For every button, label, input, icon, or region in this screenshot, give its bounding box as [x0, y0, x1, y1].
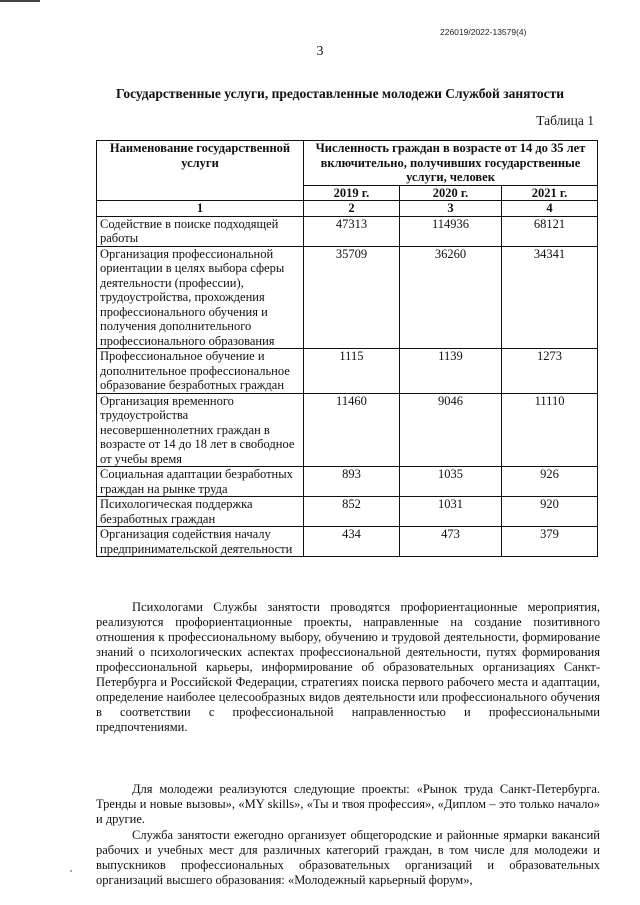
value-2019: 47313 [304, 216, 400, 246]
column-number: 3 [399, 201, 501, 217]
header-citizen-count: Численность граждан в возрасте от 14 до 35 лет включительно, получивших государственные услуги, человек [304, 141, 598, 186]
value-2020: 473 [399, 527, 501, 557]
value-2020: 114936 [399, 216, 501, 246]
value-2019: 1115 [304, 349, 400, 394]
year-2021: 2021 г. [502, 185, 598, 201]
service-name: Организация временного трудоустройства несовершеннолетних граждан в возрасте от 14 до 18 лет в свободное от учебы время [97, 393, 304, 467]
value-2021: 379 [502, 527, 598, 557]
table-label: Таблица 1 [536, 113, 594, 128]
value-2021: 926 [502, 467, 598, 497]
top-edge-rule [0, 0, 40, 2]
value-2019: 11460 [304, 393, 400, 467]
value-2020: 1139 [399, 349, 501, 394]
value-2019: 893 [304, 467, 400, 497]
service-name: Профессиональное обучение и дополнительное профессиональное образование безработных граждан [97, 349, 304, 394]
header-service-name: Наименование государственной услуги [97, 141, 304, 201]
service-name: Психологическая поддержка безработных граждан [97, 497, 304, 527]
value-2019: 35709 [304, 246, 400, 349]
column-number-row [97, 201, 598, 217]
value-2019: 434 [304, 527, 400, 557]
column-number: 2 [304, 201, 400, 217]
value-2021: 1273 [502, 349, 598, 394]
table-row [97, 467, 598, 497]
value-2021: 68121 [502, 216, 598, 246]
table-row [97, 497, 598, 527]
value-2021: 11110 [502, 393, 598, 467]
value-2021: 34341 [502, 246, 598, 349]
body-paragraph: Служба занятости ежегодно организует общегородские и районные ярмарки вакансий рабочих и учебных мест для различных категорий граждан, в том числе для молодежи и выпускников профессиональных образовательных организаций и образовательных организаций высшего образования: «Молодежный карьерный форум», [96, 828, 600, 887]
body-paragraph: Для молодежи реализуются следующие проекты: «Рынок труда Санкт-Петербурга. Тренды и новые вызовы», «MY skills», «Ты и твоя профессия», «Диплом – это только начало» и другие. [96, 782, 600, 826]
service-name: Социальная адаптации безработных граждан на рынке труда [97, 467, 304, 497]
service-name: Организация профессиональной ориентации в целях выбора сферы деятельности (профессии), трудоустройства, прохождения профессионального обучения и получения дополнительного профессионального образования [97, 246, 304, 349]
table-row [97, 393, 598, 467]
value-2020: 9046 [399, 393, 501, 467]
year-2020: 2020 г. [399, 185, 501, 201]
value-2020: 1035 [399, 467, 501, 497]
service-name: Содействие в поиске подходящей работы [97, 216, 304, 246]
table-row [97, 246, 598, 349]
scan-speck [70, 870, 72, 872]
body-paragraph: Психологами Службы занятости проводятся профориентационные мероприятия, реализуются профориентационные проекты, направленные на создание позитивного отношения к профессиональному выбору, обучению и трудовой деятельности, формирование знаний о психологических аспектах профессиональной деятельности, путях формирования профессиональной карьеры, информирование об образовательных организациях Санкт-Петербурга и Российской Федерации, стратегиях поиска первого рабочего места и адаптации, определение наиболее целесообразных видов деятельности или профессионального обучения в соответствии с профессиональной направленностью и профессиональными предпочтениями. [96, 600, 600, 734]
value-2020: 36260 [399, 246, 501, 349]
year-2019: 2019 г. [304, 185, 400, 201]
table-row [97, 349, 598, 394]
value-2020: 1031 [399, 497, 501, 527]
table-header-row [97, 141, 598, 186]
column-number: 4 [502, 201, 598, 217]
services-table [96, 140, 598, 557]
page-number: 3 [316, 44, 324, 59]
value-2021: 920 [502, 497, 598, 527]
document-id: 226019/2022-13579(4) [440, 27, 527, 37]
table-row [97, 527, 598, 557]
value-2019: 852 [304, 497, 400, 527]
column-number: 1 [97, 201, 304, 217]
section-title: Государственные услуги, предоставленные молодежи Службой занятости [115, 86, 565, 101]
table-row [97, 216, 598, 246]
service-name: Организация содействия началу предпринимательской деятельности [97, 527, 304, 557]
